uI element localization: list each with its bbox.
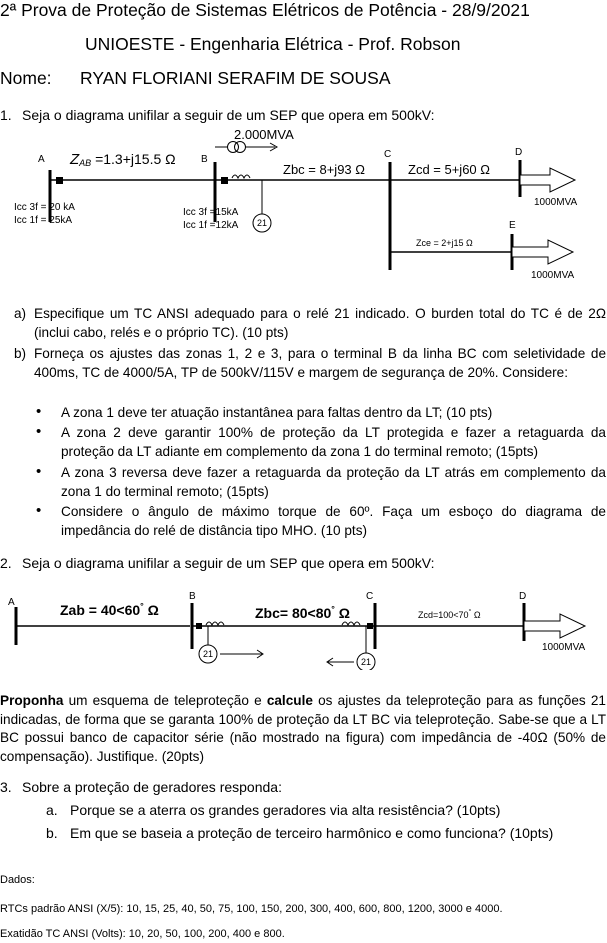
q2-number: 2. <box>0 555 12 571</box>
q2-text-2: os ajustes da teleproteção para as funções 21 indicadas, de forma que se garanta 100% de proteção da LT BC via teleproteção. Sabe-se que a LT BC possui banco de capacitor série (não mostrado na figura) com impedância de -40Ω (50% de compensação). Justifique. (20pts) <box>0 693 606 764</box>
bus-b-label: B <box>189 591 196 602</box>
q1-item-b <box>14 345 606 382</box>
load-d-arrow <box>524 614 585 638</box>
q2-single-line-diagram <box>0 585 607 670</box>
load-e: 1000MVA <box>531 270 575 281</box>
breaker-c <box>367 623 373 629</box>
load-d-arrow <box>520 168 575 192</box>
q1-item-a <box>14 305 606 342</box>
zab-label: ZAB =1.3+j15.5 Ω <box>70 151 176 168</box>
relay-21-label: 21 <box>256 218 268 228</box>
name-value: RYAN FLORIANI SERAFIM DE SOUSA <box>80 68 391 88</box>
bus-e-label: E <box>509 220 516 231</box>
dados-label: Dados: <box>0 874 35 886</box>
icc-a-3f: Icc 3f = 20 kA <box>14 202 75 213</box>
bullet-icon: • <box>36 463 42 480</box>
relay-21-c-label: 21 <box>360 657 372 667</box>
q3-number: 3. <box>0 779 12 795</box>
zcd-label: Zcd = 5+j60 Ω <box>408 162 490 177</box>
q1-single-line-diagram <box>0 122 607 282</box>
q1-bullet-3 <box>36 464 606 501</box>
zab-label: Zab = 40<60° Ω <box>60 601 159 618</box>
q1-bullet-4-text: Considere o ângulo de máximo torque de 60º. Faça um esboço do diagrama de impedância do relé de distância tipo MHO. (10 pts) <box>61 504 606 538</box>
bus-c-label: C <box>384 149 392 160</box>
icc-a-1f: Icc 1f = 25kA <box>14 215 73 226</box>
q1-item-a-text: Especifique um TC ANSI adequado para o relé 21 indicado. O burden total do TC é de 2Ω (inclui cabo, relés e o próprio TC). (10 pts) <box>34 306 606 340</box>
relay-21-b-label: 21 <box>202 649 214 659</box>
source-winding-1 <box>228 142 239 153</box>
bullet-icon: • <box>36 502 42 519</box>
ct-c <box>342 622 360 625</box>
q1-bullet-1 <box>36 404 606 423</box>
q1-bullet-1-text: A zona 1 deve ter atuação instantânea para faltas dentro da LT; (10 pts) <box>61 405 493 420</box>
q1-intro: Seja o diagrama unifilar a seguir de um SEP que opera em 500kV: <box>22 107 435 123</box>
bus-c-label: C <box>366 591 374 602</box>
zcd-label: Zcd=100<70° Ω <box>418 609 481 620</box>
zbc-label: Zbc = 8+j93 Ω <box>283 162 365 177</box>
q3-item-b-label: b. <box>46 825 58 841</box>
icc-b-1f: Icc 1f =12kA <box>183 220 239 231</box>
q2-intro: Seja o diagrama unifilar a seguir de um SEP que opera em 500kV: <box>22 555 435 571</box>
zbc-label: Zbc= 80<80° Ω <box>255 604 351 621</box>
q2-body <box>0 692 606 766</box>
source-mva: 2.000MVA <box>234 127 294 142</box>
bus-d-label: D <box>519 591 527 602</box>
q1-item-b-text: Forneça os ajustes das zonas 1, 2 e 3, para o terminal B da linha BC com seletividade de 400ms, TC de 4000/5A, TP de 500kV/115V e margem de segurança de 20%. Considere: <box>34 346 606 380</box>
q2-bold-propose: Proponha <box>0 693 64 708</box>
dados-rtc: RTCs padrão ANSI (X/5): 10, 15, 25, 40, 50, 75, 100, 150, 200, 300, 400, 600, 800, 1200, 3000 e 4000. <box>0 903 503 915</box>
icc-b-3f: Icc 3f =15kA <box>183 207 239 218</box>
q3-item-a-text: Porque se a aterra os grandes geradores via alta resistência? (10pts) <box>70 802 501 818</box>
bullet-icon: • <box>36 423 42 440</box>
q3-item-b-text: Em que se baseia a proteção de terceiro harmônico e como funciona? (10pts) <box>70 825 554 841</box>
bus-a-label: A <box>38 154 45 165</box>
q2-text-1: um esquema de teleproteção e <box>63 693 267 708</box>
load-e-arrow <box>512 240 573 264</box>
ct-b <box>232 175 250 178</box>
q2-bold-calculate: calcule <box>266 693 313 708</box>
header-line-2: UNIOESTE - Engenharia Elétrica - Prof. Robson <box>85 34 461 54</box>
q1-number: 1. <box>0 107 12 123</box>
q1-bullet-2 <box>36 424 606 461</box>
q1-item-a-label: a) <box>14 306 27 321</box>
ct-b <box>206 622 224 625</box>
bullet-icon: • <box>36 403 42 420</box>
q1-bullet-3-text: A zona 3 reversa deve fazer a retaguarda da proteção da LT atrás em complemento da zona 1 do terminal remoto; (15pts) <box>61 465 606 499</box>
name-label: Nome: <box>0 68 52 88</box>
bus-b-label: B <box>201 154 208 165</box>
bus-a-label: A <box>8 597 15 608</box>
zce-label: Zce = 2+j15 Ω <box>416 238 473 248</box>
load-d: 1000MVA <box>542 642 586 653</box>
load-d: 1000MVA <box>534 197 578 208</box>
header-line-1: 2ª Prova de Proteção de Sistemas Elétricos de Potência - 28/9/2021 <box>0 0 530 20</box>
bus-d-label: D <box>515 147 523 158</box>
q1-bullet-2-text: A zona 2 deve garantir 100% de proteção da LT protegida e fazer a retaguarda da proteção da LT adiante em complemento da zona 1 do terminal remoto; (15pts) <box>61 425 606 459</box>
source-winding-2 <box>235 142 246 153</box>
q3-item-a-label: a. <box>46 802 58 818</box>
q1-bullet-4 <box>36 503 606 540</box>
dados-exatidao: Exatidão TC ANSI (Volts): 10, 20, 50, 100, 200, 400 e 800. <box>0 928 285 940</box>
q1-item-b-label: b) <box>14 346 27 361</box>
q3-intro: Sobre a proteção de geradores responda: <box>22 779 282 795</box>
